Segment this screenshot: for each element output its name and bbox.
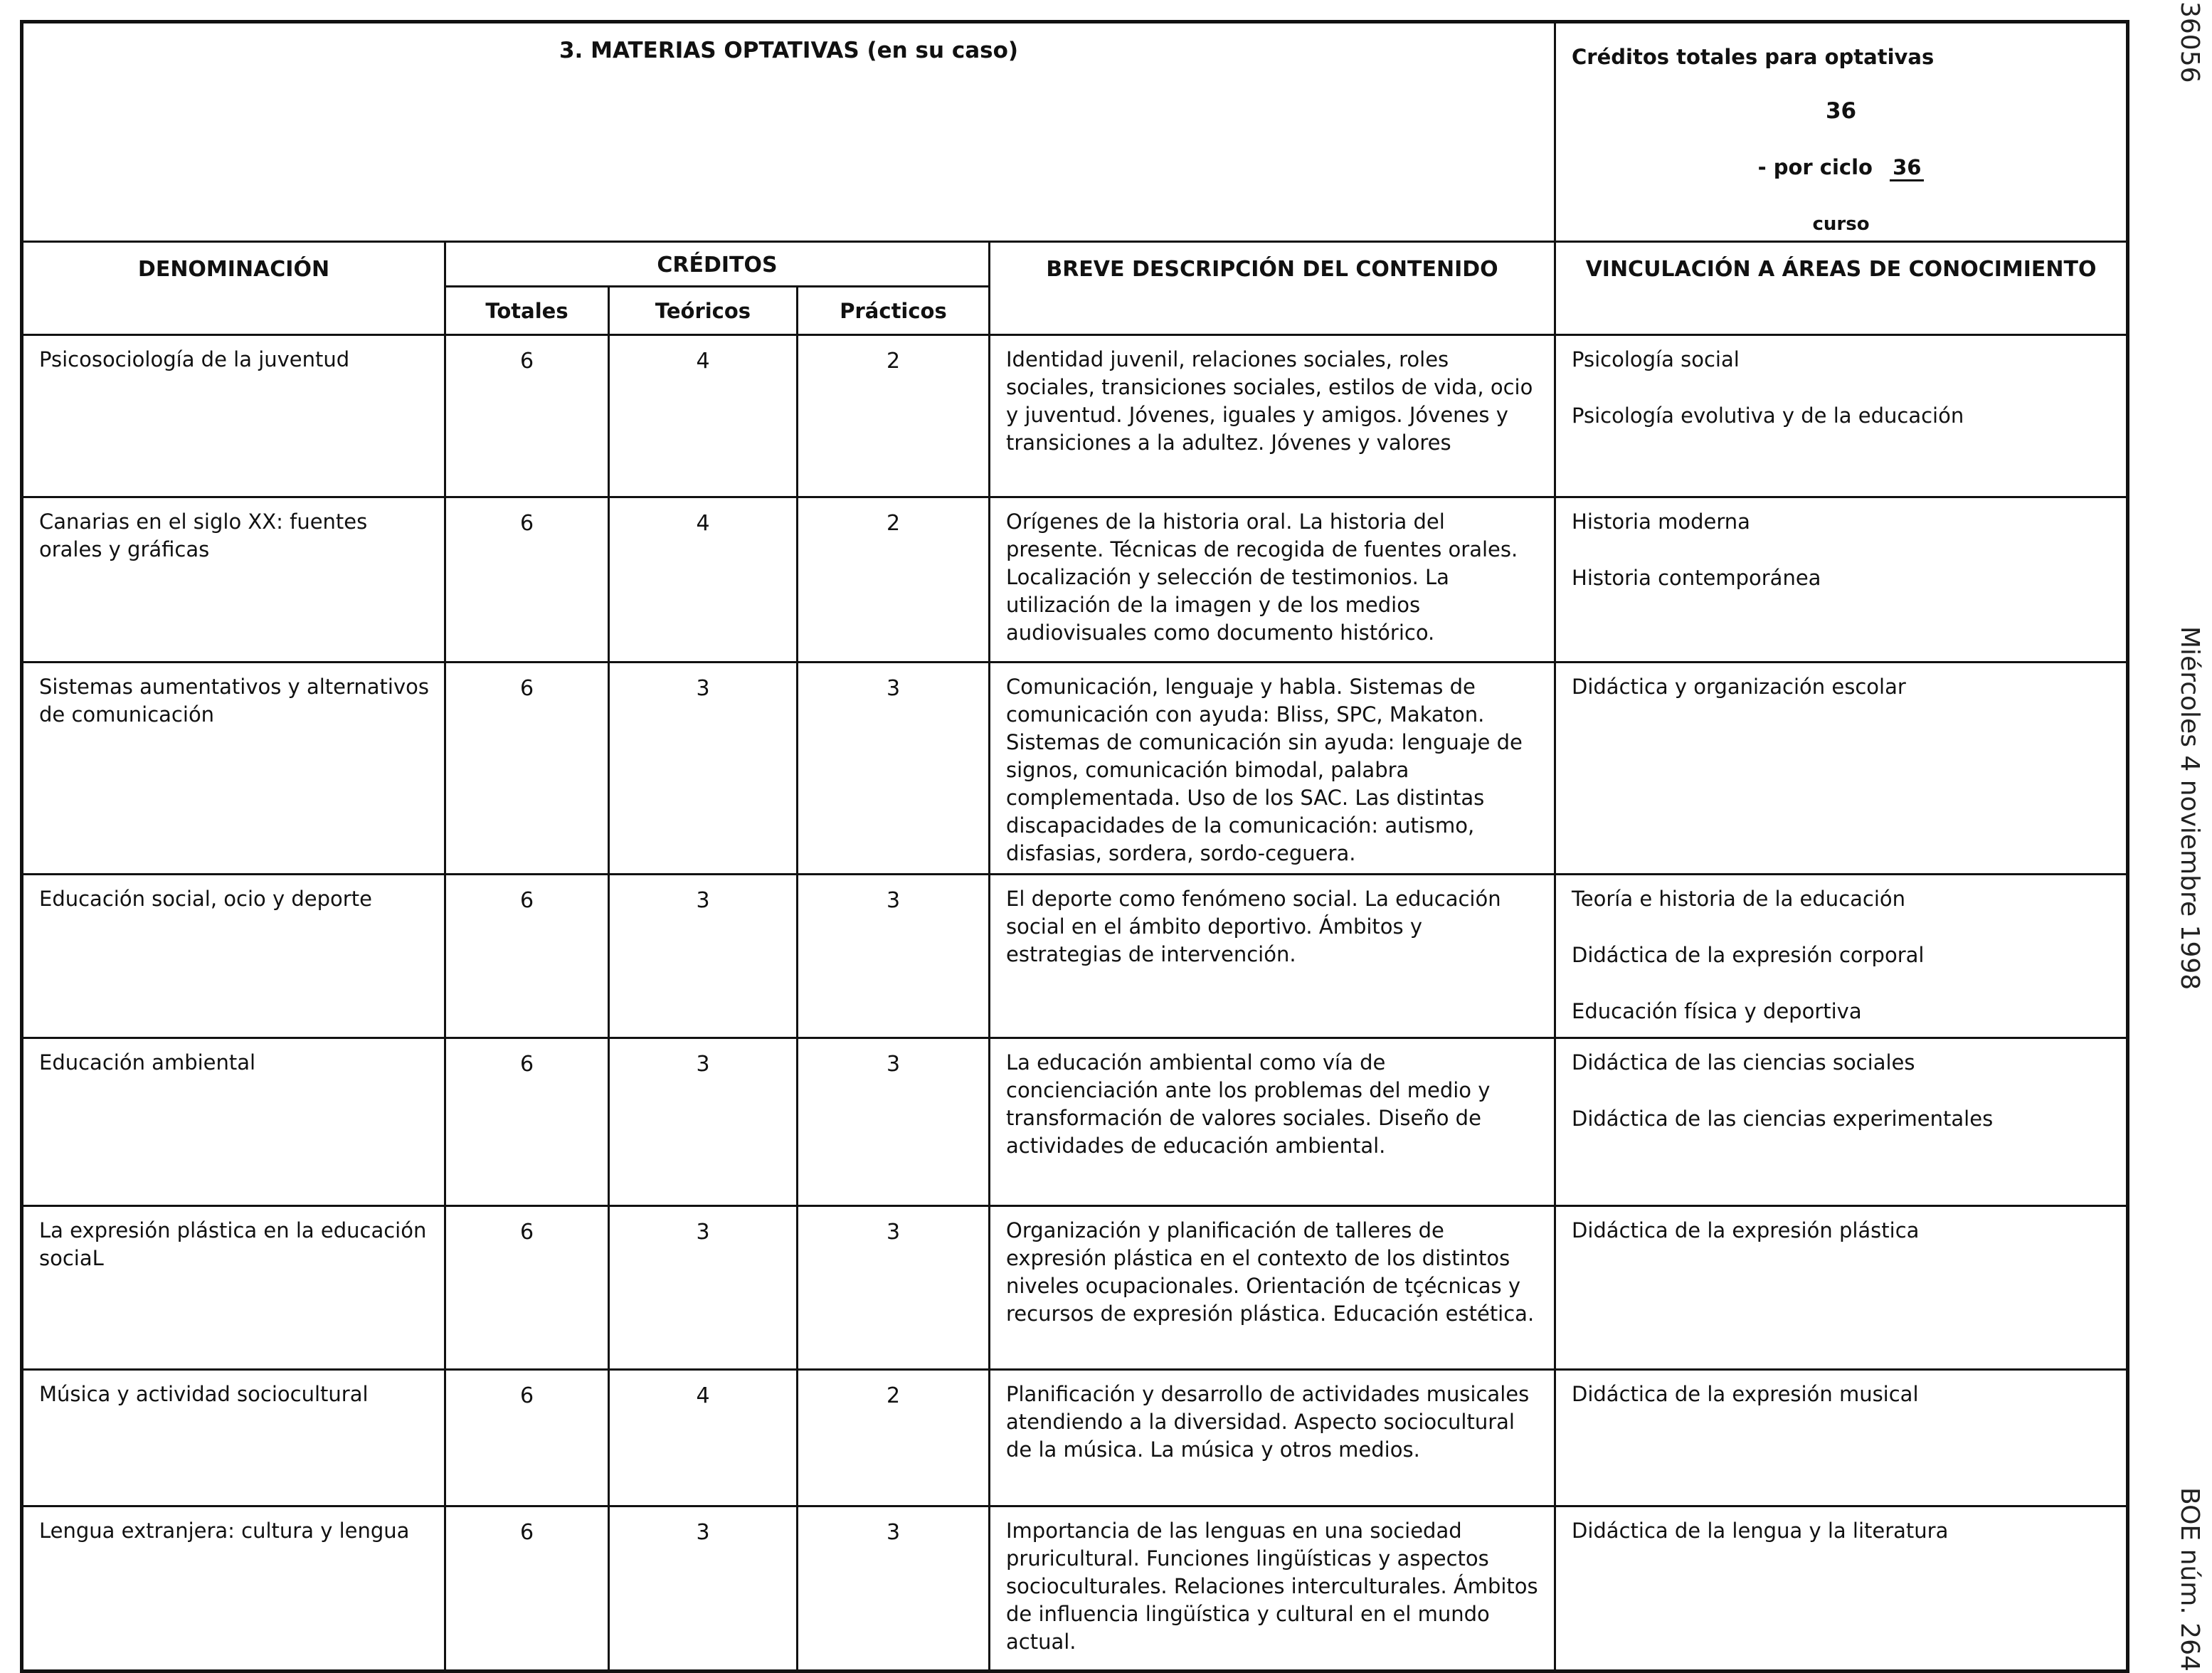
credits-practice: 2: [798, 1370, 990, 1506]
credits-totals: 6: [445, 335, 609, 497]
table-row: [22, 1506, 2128, 1672]
credits-total-value: 36: [1825, 98, 1857, 124]
area-item: Didáctica de las ciencias sociales: [1572, 1050, 1915, 1075]
credits-totals: 6: [445, 875, 609, 1038]
header-totals: Totales: [445, 287, 609, 335]
credits-theory: 4: [609, 497, 798, 663]
credits-theory: 3: [609, 1506, 798, 1672]
per-cycle-label: - por ciclo: [1757, 155, 1873, 179]
credits-totals: 6: [445, 1206, 609, 1370]
section-title: 3. MATERIAS OPTATIVAS (en su caso): [559, 38, 1019, 63]
credits-totals: 6: [445, 497, 609, 663]
subject-name: Educación ambiental: [22, 1038, 445, 1206]
knowledge-areas: [1555, 1206, 2128, 1370]
per-cycle-value: 36: [1890, 155, 1924, 181]
optional-subjects-table: [20, 20, 2129, 1673]
credits-practice: 3: [798, 663, 990, 875]
area-item: Didáctica de la expresión plástica: [1572, 1218, 1920, 1242]
area-item: Educación física y deportiva: [1572, 999, 1862, 1023]
area-item: Historia contemporánea: [1572, 566, 1821, 590]
knowledge-areas: [1555, 663, 2128, 875]
section-title-cell: [22, 22, 1555, 242]
knowledge-areas: [1555, 1370, 2128, 1506]
area-item: Didáctica de la expresión corporal: [1572, 943, 1925, 967]
bulletin-issue: BOE núm. 264: [2175, 1487, 2204, 1672]
table-row: [22, 875, 2128, 1038]
subject-description: Organización y planificación de talleres de expresión plástica en el contexto de los distintos niveles ocupacionales. Orientación de tçécnicas y recursos de expresión plástica. Educación estética.: [990, 1206, 1555, 1370]
credits-summary-cell: [1555, 22, 2128, 242]
table-row: [22, 663, 2128, 875]
credits-theory: 3: [609, 663, 798, 875]
subject-name: La expresión plástica en la educación sociaL: [22, 1206, 445, 1370]
subject-description: Identidad juvenil, relaciones sociales, roles sociales, transiciones sociales, estilos de vida, ocio y juventud. Jóvenes, iguales y amigos. Jóvenes y transiciones a la adultez. Jóvenes y valores: [990, 335, 1555, 497]
table-row: [22, 497, 2128, 663]
area-item: Didáctica de la lengua y la literatura: [1572, 1519, 1949, 1543]
course-label: curso: [1812, 213, 1870, 235]
table-row: [22, 335, 2128, 497]
credits-theory: 4: [609, 335, 798, 497]
header-name: DENOMINACIÓN: [22, 242, 445, 335]
credits-totals: 6: [445, 1038, 609, 1206]
subject-description: Importancia de las lenguas en una sociedad pruricultural. Funciones lingüísticas y aspectos socioculturales. Relaciones interculturales. Ámbitos de influencia lingüística y cultural en el mundo actual.: [990, 1506, 1555, 1672]
credits-practice: 3: [798, 875, 990, 1038]
per-cycle-line: [1556, 155, 2126, 181]
subject-name: Música y actividad sociocultural: [22, 1370, 445, 1506]
subject-description: Planificación y desarrollo de actividades musicales atendiendo a la diversidad. Aspecto sociocultural de la música. La música y otros medios.: [990, 1370, 1555, 1506]
knowledge-areas: [1555, 497, 2128, 663]
subject-name: Lengua extranjera: cultura y lengua: [22, 1506, 445, 1672]
subject-description: La educación ambiental como vía de concienciación ante los problemas del medio y transformación de valores sociales. Diseño de actividades de educación ambiental.: [990, 1038, 1555, 1206]
knowledge-areas: [1555, 875, 2128, 1038]
area-item: Didáctica y organización escolar: [1572, 675, 1906, 699]
header-areas: VINCULACIÓN A ÁREAS DE CONOCIMIENTO: [1555, 242, 2128, 335]
area-item: Didáctica de las ciencias experimentales: [1572, 1107, 1994, 1131]
credits-practice: 3: [798, 1038, 990, 1206]
area-item: Historia moderna: [1572, 510, 1750, 534]
knowledge-areas: [1555, 335, 2128, 497]
subject-name: Psicosociología de la juventud: [22, 335, 445, 497]
header-description: BREVE DESCRIPCIÓN DEL CONTENIDO: [990, 242, 1555, 335]
table-row: [22, 1370, 2128, 1506]
subject-name: Educación social, ocio y deporte: [22, 875, 445, 1038]
area-item: Didáctica de la expresión musical: [1572, 1382, 1919, 1406]
page-number: 36056: [2175, 1, 2204, 83]
publication-date: Miércoles 4 noviembre 1998: [2175, 626, 2204, 991]
credits-practice: 3: [798, 1206, 990, 1370]
credits-practice: 3: [798, 1506, 990, 1672]
credits-theory: 3: [609, 1206, 798, 1370]
knowledge-areas: [1555, 1038, 2128, 1206]
header-credits: CRÉDITOS: [445, 242, 990, 287]
subject-description: Orígenes de la historia oral. La historia del presente. Técnicas de recogida de fuentes orales. Localización y selección de testimonios. La utilización de la imagen y de los medios audiovisuales como documento histórico.: [990, 497, 1555, 663]
table-row: [22, 1206, 2128, 1370]
header-theory: Teóricos: [609, 287, 798, 335]
credits-totals: 6: [445, 1506, 609, 1672]
subject-name: Canarias en el siglo XX: fuentes orales y gráficas: [22, 497, 445, 663]
credits-totals: 6: [445, 663, 609, 875]
credits-practice: 2: [798, 335, 990, 497]
table-row: [22, 1038, 2128, 1206]
knowledge-areas: [1555, 1506, 2128, 1672]
area-item: Teoría e historia de la educación: [1572, 887, 1906, 911]
credits-total-label: Créditos totales para optativas: [1572, 45, 1935, 69]
subject-description: El deporte como fenómeno social. La educación social en el ámbito deportivo. Ámbitos y estrategias de intervención.: [990, 875, 1555, 1038]
header-practice: Prácticos: [798, 287, 990, 335]
area-item: Psicología social: [1572, 347, 1740, 371]
credits-theory: 3: [609, 1038, 798, 1206]
area-item: Psicología evolutiva y de la educación: [1572, 403, 1964, 428]
subject-name: Sistemas aumentativos y alternativos de comunicación: [22, 663, 445, 875]
credits-totals: 6: [445, 1370, 609, 1506]
credits-practice: 2: [798, 497, 990, 663]
subject-description: Comunicación, lenguaje y habla. Sistemas de comunicación con ayuda: Bliss, SPC, Makaton. Sistemas de comunicación sin ayuda: lenguaje de signos, comunicación bimodal, palabra complementada. Uso de los SAC. Las distintas discapacidades de la comunicación: autismo, disfasias, sordera, sordo-ceguera.: [990, 663, 1555, 875]
credits-theory: 4: [609, 1370, 798, 1506]
credits-theory: 3: [609, 875, 798, 1038]
